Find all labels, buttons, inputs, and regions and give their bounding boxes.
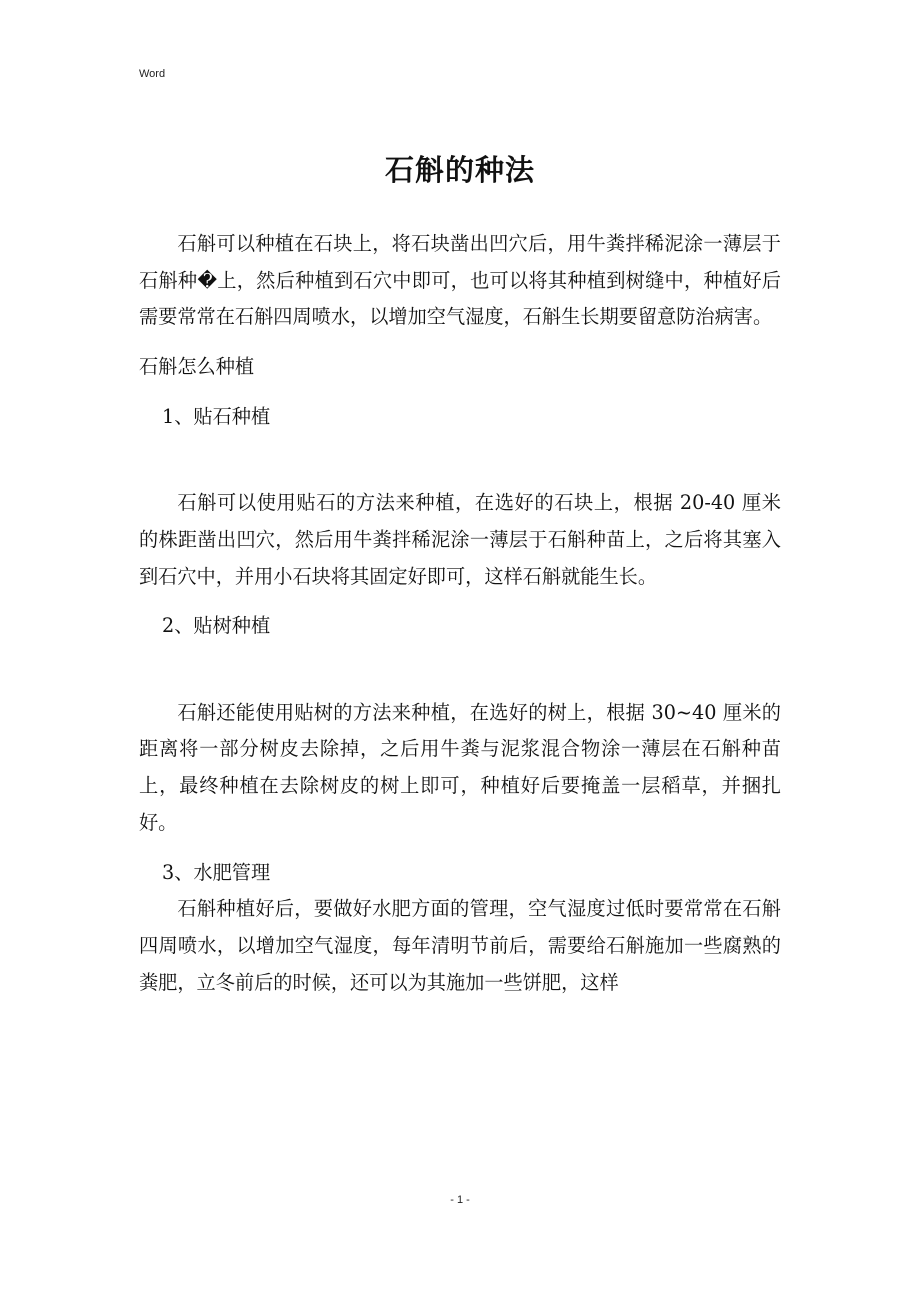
section-heading: 石斛怎么种植 [139, 355, 255, 379]
item2-paragraph: 石斛还能使用贴树的方法来种植，在选好的树上，根据 30~40 厘米的距离将一部分树皮去除掉，之后用牛粪与泥浆混合物涂一薄层在石斛种苗上，最终种植在去除树皮的树上即可，种植好后要掩盖一层稻草，并捆扎好。 [139, 700, 781, 834]
item3-heading: 3、水肥管理 [162, 860, 271, 884]
blank-line [139, 645, 781, 682]
header-label: Word [139, 68, 166, 80]
item3-paragraph: 石斛种植好后，要做好水肥方面的管理，空气湿度过低时要常常在石斛四周喷水，以增加空气湿度，每年清明节前后，需要给石斛施加一些腐熟的粪肥，立冬前后的时候，还可以为其施加一些饼肥，这样 [139, 897, 781, 994]
item1-heading: 1、贴石种植 [162, 404, 271, 428]
document-body [139, 226, 781, 1001]
blank-line [139, 436, 781, 473]
item2-heading: 2、贴树种植 [162, 614, 271, 638]
document-title: 石斛的种法 [384, 153, 535, 187]
intro-paragraph: 石斛可以种植在石块上，将石块凿出凹穴后，用牛粪拌稀泥涂一薄层于石斛种�上，然后种植到石穴中即可，也可以将其种植到树缝中，种植好后需要常常在石斛四周喷水，以增加空气湿度，石斛生长期要留意防治病害。 [139, 232, 781, 329]
item1-paragraph: 石斛可以使用贴石的方法来种植，在选好的石块上，根据 20-40 厘米的株距凿出凹穴，然后用牛粪拌稀泥涂一薄层于石斛种苗上，之后将其塞入到石穴中，并用小石块将其固定好即可，这样石斛就能生长。 [139, 491, 781, 588]
page-number: - 1 - [450, 1194, 470, 1206]
